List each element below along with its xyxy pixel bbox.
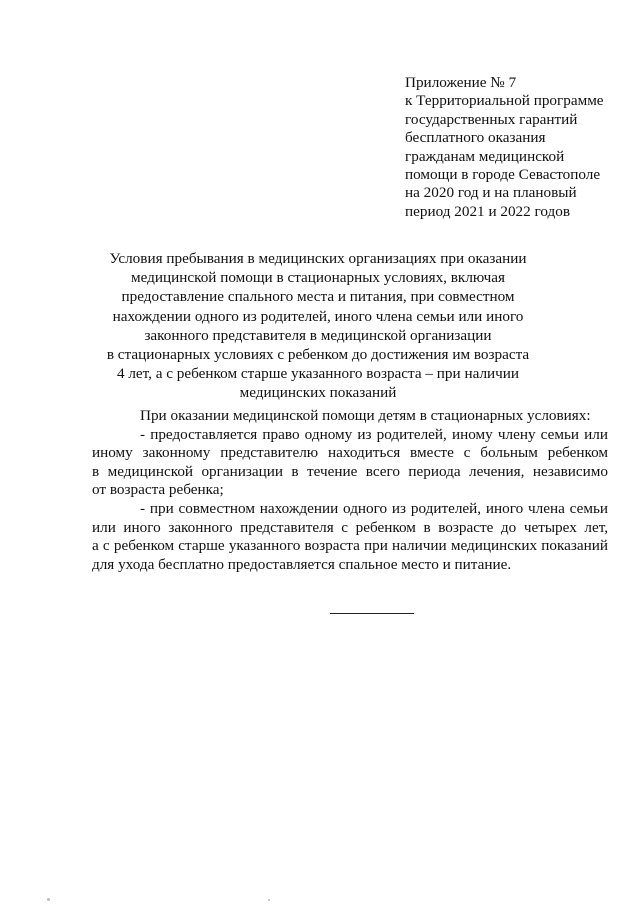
scan-speck [47, 898, 50, 901]
appendix-line: период 2021 и 2022 годов [405, 202, 571, 220]
title-line: медицинских показаний [239, 384, 397, 402]
end-separator-line [330, 613, 414, 614]
title-line: нахождении одного из родителей, иного члена семьи или иного [112, 307, 524, 325]
appendix-line: помощи в городе Севастополе [405, 166, 601, 184]
appendix-line: бесплатного оказания [405, 129, 546, 147]
appendix-line: гражданам медицинской [405, 147, 565, 165]
appendix-header [405, 74, 620, 221]
list-item-line: в медицинской организации в течение всего периода лечения, независимо [92, 462, 608, 480]
list-item-line: для ухода бесплатно предоставляется спальное место и питание. [92, 555, 512, 573]
list-item-right-to-stay [92, 426, 608, 500]
list-item-free-bed-and-meals [92, 500, 608, 574]
scan-speck [268, 899, 270, 901]
appendix-line: к Территориальной программе [405, 92, 604, 110]
list-item-line: от возраста ребенка; [92, 481, 224, 499]
title-line: 4 лет, а с ребенком старше указанного возраста – при наличии [116, 365, 520, 383]
appendix-line: на 2020 год и на плановый [405, 184, 577, 202]
title-line: Условия пребывания в медицинских организациях при оказании [109, 250, 527, 267]
list-item-line: иному законному представителю находиться вместе с больным ребенком [92, 444, 608, 462]
title-line: предоставление спального места и питания, при совместном [121, 288, 515, 306]
list-item-line: - предоставляется право одному из родителей, иному члену семьи или [140, 425, 608, 443]
title-line: законного представителя в медицинской организации [144, 326, 492, 344]
list-item-line: или иного законного представителя с ребенком в возрасте до четырех лет, [92, 518, 608, 536]
title-line: медицинской помощи в стационарных условиях, включая [130, 269, 506, 287]
appendix-line: государственных гарантий [405, 110, 578, 128]
appendix-line: Приложение № 7 [405, 74, 517, 91]
document-title [88, 249, 548, 403]
title-line: в стационарных условиях с ребенком до достижения им возраста [106, 346, 530, 364]
body-intro-paragraph: При оказании медицинской помощи детям в стационарных условиях: [140, 407, 591, 424]
list-item-line: - при совместном нахождении одного из родителей, иного члена семьи [140, 499, 608, 517]
list-item-line: а с ребенком старше указанного возраста при наличии медицинских показаний [92, 537, 608, 555]
document-body [92, 407, 608, 574]
